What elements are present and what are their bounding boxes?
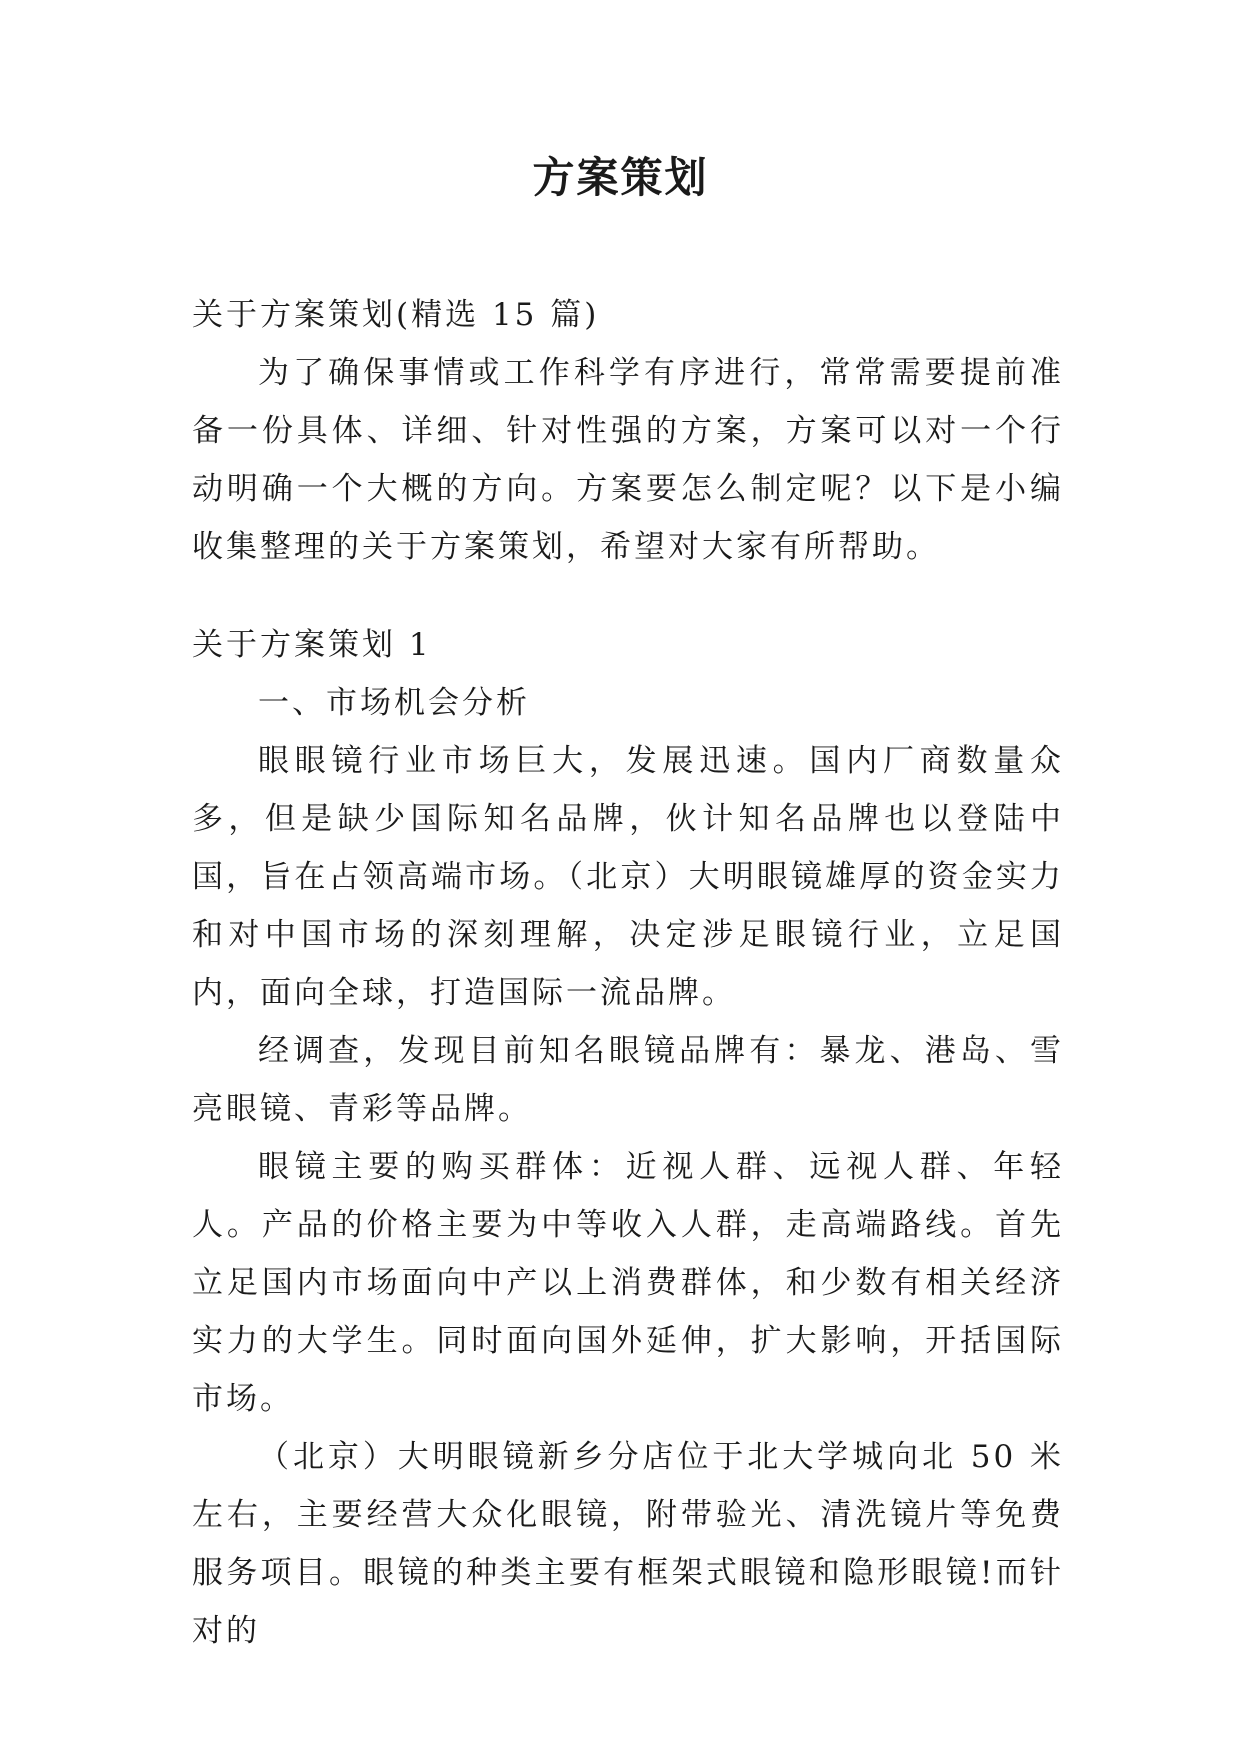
subsection-heading: 一、市场机会分析 bbox=[258, 685, 530, 721]
section-heading: 关于方案策划 1 bbox=[192, 627, 432, 663]
body-paragraph: 眼镜主要的购买群体：近视人群、远视人群、年轻人。产品的价格主要为中等收入人群，走高端路线。首先立足国内市场面向中产以上消费群体，和少数有相关经济实力的大学生。同时面向国外延伸，扩大影响，开括国际市场。 bbox=[192, 1149, 1064, 1417]
document-body bbox=[192, 286, 1064, 1660]
section-spacer bbox=[192, 576, 1064, 616]
document-title: 方案策划 bbox=[532, 153, 709, 202]
body-paragraph: 经调查，发现目前知名眼镜品牌有：暴龙、港岛、雪亮眼镜、青彩等品牌。 bbox=[192, 1033, 1064, 1127]
document-subtitle: 关于方案策划(精选 15 篇) bbox=[192, 297, 600, 333]
body-paragraph: （北京）大明眼镜新乡分店位于北大学城向北 50 米左右，主要经营大众化眼镜，附带验光、清洗镜片等免费服务项目。眼镜的种类主要有框架式眼镜和隐形眼镜!而针对的 bbox=[192, 1439, 1064, 1649]
intro-paragraph: 为了确保事情或工作科学有序进行，常常需要提前准备一份具体、详细、针对性强的方案，方案可以对一个行动明确一个大概的方向。方案要怎么制定呢？以下是小编收集整理的关于方案策划，希望对大家有所帮助。 bbox=[192, 355, 1064, 565]
body-paragraph: 眼眼镜行业市场巨大，发展迅速。国内厂商数量众多，但是缺少国际知名品牌，伙计知名品牌也以登陆中国，旨在占领高端市场。（北京）大明眼镜雄厚的资金实力和对中国市场的深刻理解，决定涉足眼镜行业，立足国内，面向全球，打造国际一流品牌。 bbox=[192, 743, 1064, 1011]
